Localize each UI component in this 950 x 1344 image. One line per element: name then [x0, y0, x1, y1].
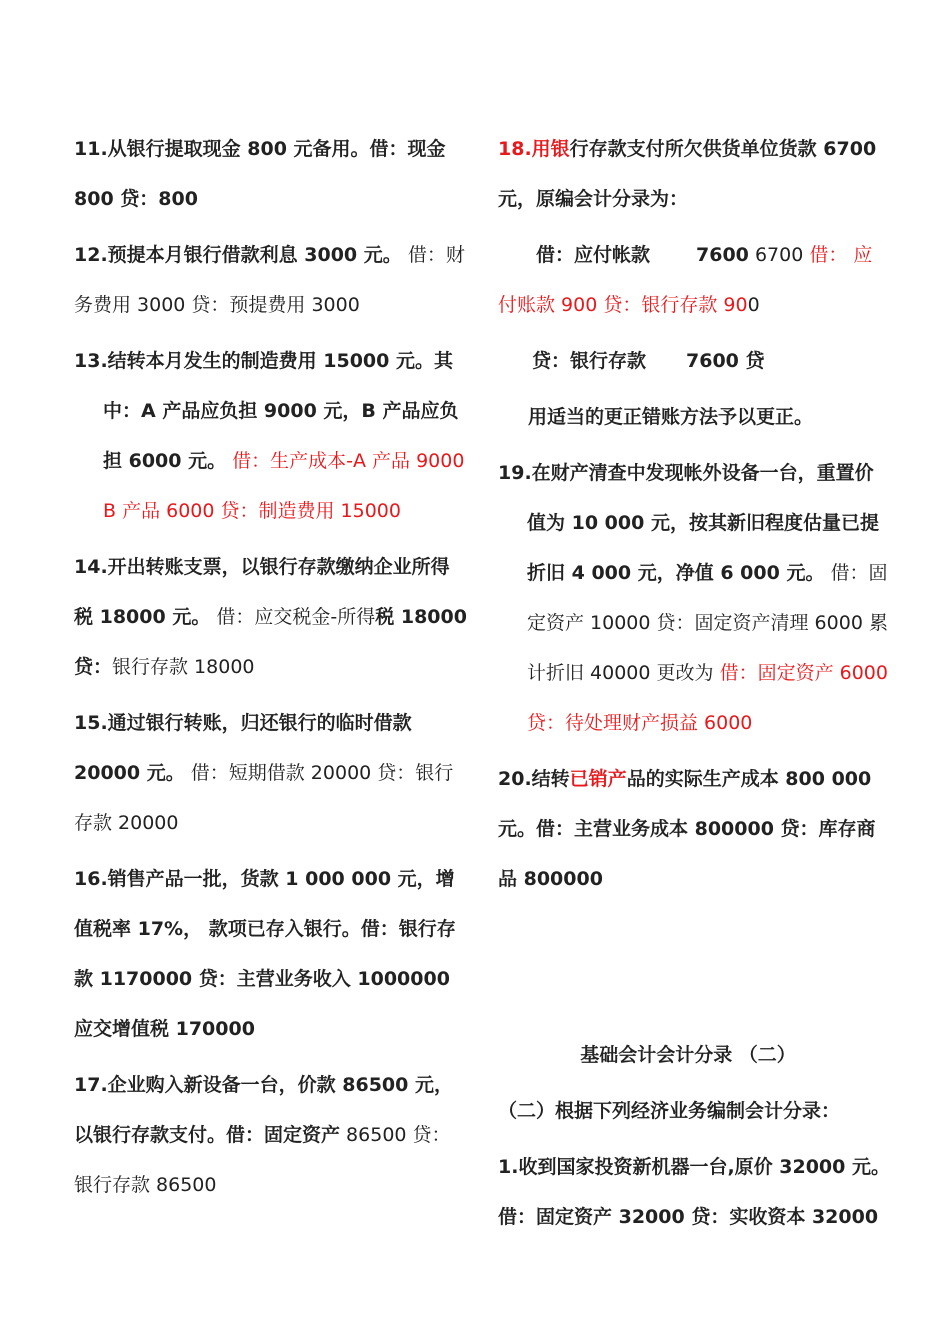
entry-13-line-4: B 产品 6000 贷：制造费用 15000 [103, 500, 401, 522]
left-column [74, 124, 467, 1210]
entry-12-answer-start: 借：财 [401, 244, 465, 266]
entry-18-credit-value: 7600 贷 [686, 350, 765, 372]
entry-17-line-3: 银行存款 86500 [74, 1174, 217, 1196]
entry-19-line-4: 定资产 10000 贷：固定资产清理 6000 累 [527, 612, 888, 634]
entry-18-credit-label: 贷：银行存款 [532, 350, 647, 372]
entry-13 [74, 336, 465, 536]
entry-18-line-3 [498, 230, 878, 280]
entry-11-line-2: 800 贷：800 [74, 188, 198, 210]
entry-20-number: 20.结转 [498, 768, 570, 790]
entry-12-line-1 [74, 230, 465, 280]
entry-18-line-2: 元，原编会计分录为： [498, 188, 689, 210]
section-title: 基础会计会计分录 （二） [580, 1044, 796, 1066]
entry-16-line-3: 款 1170000 贷：主营业务收入 1000000 [74, 968, 450, 990]
entry-18-line-4 [498, 280, 878, 330]
entry-19-question-end: 折旧 4 000 元，净值 6 000 元。 [527, 562, 825, 584]
entry-14-line-3 [74, 642, 454, 692]
entry-16 [74, 854, 454, 1054]
entry-12 [74, 230, 465, 330]
entry-18-answer-end: 付账款 900 贷：银行存款 90 [498, 294, 748, 316]
entry-20-line-2: 元。借：主营业务成本 800000 贷：库存商 [498, 818, 876, 840]
entry-14-credit-label: 贷： [74, 656, 113, 678]
entry-20 [498, 754, 878, 904]
entry-14 [74, 542, 467, 692]
entry-18-line-6: 用适当的更正错账方法予以更正。 [528, 406, 814, 428]
entry-19 [498, 448, 888, 748]
entry-20-highlight: 已销产 [569, 768, 627, 790]
entry-20-question-rest: 品的实际生产成本 800 000 [626, 768, 872, 790]
entry-13-question-end: 担 6000 元。 [103, 450, 227, 472]
entry-15-line-2 [74, 748, 454, 798]
entry-18-line-5 [498, 336, 878, 386]
entry-18-question-start: 行存款支付所欠供货单位货款 6700 [569, 138, 877, 160]
entry-17 [74, 1060, 454, 1210]
entry-19-line-1: 19.在财产清查中发现帐外设备一台，重置价 [498, 462, 874, 484]
entry-18-answer-tail: 0 [747, 294, 760, 316]
entry-14-answer-bold: 税 18000 [375, 606, 467, 628]
entry-15-question-end: 20000 元。 [74, 762, 185, 784]
entry-13-line-3 [74, 436, 465, 486]
entry-19-answer-start: 借：固 [824, 562, 888, 584]
entry-18-line-1 [498, 124, 878, 174]
entry-15-line-1: 15.通过银行转账，归还银行的临时借款 [74, 712, 412, 734]
entry-13-line-2: 中：A 产品应负担 9000 元，B 产品应负 [103, 400, 459, 422]
entry-18-answer-start: 借： 应 [803, 244, 873, 266]
section-entry-1-line-2: 借：固定资产 32000 贷：实收资本 32000 [498, 1206, 879, 1228]
entry-15-line-3: 存款 20000 [74, 812, 179, 834]
entry-16-line-1: 16.销售产品一批，货款 1 000 000 元，增 [74, 868, 455, 890]
entry-14-line-1: 14.开出转账支票，以银行存款缴纳企业所得 [74, 556, 450, 578]
entry-20-line-3: 品 800000 [498, 868, 603, 890]
entry-12-line-2: 务费用 3000 贷：预提费用 3000 [74, 294, 360, 316]
entry-19-line-6: 贷：待处理财产损益 6000 [527, 712, 753, 734]
entry-20-line-1 [498, 754, 878, 804]
entry-11 [74, 124, 454, 224]
right-column [498, 124, 888, 904]
entry-16-line-4: 应交增值税 170000 [74, 1018, 255, 1040]
entry-13-line-1: 13.结转本月发生的制造费用 15000 元。其 [74, 350, 453, 372]
entry-17-question-end: 以银行存款支付。借：固定资产 [74, 1124, 341, 1146]
entry-18 [498, 124, 878, 442]
entry-19-line-3 [498, 548, 888, 598]
entry-18-corrected-value: 6700 [748, 244, 804, 266]
entry-14-line-2 [74, 592, 467, 642]
entry-13-answer-start: 借：生产成本-A 产品 9000 [226, 450, 465, 472]
entry-19-line-5 [498, 648, 888, 698]
entry-19-answer-mid: 计折旧 40000 更改为 [527, 662, 714, 684]
section-subtitle: （二）根据下列经济业务编制会计分录： [498, 1100, 841, 1122]
entry-18-debit-value: 7600 [696, 244, 749, 266]
entry-14-question-end: 税 18000 元。 [74, 606, 211, 628]
entry-16-line-2: 值税率 17%， 款项已存入银行。借：银行存 [74, 918, 456, 940]
section-entry-1-line-1: 1.收到国家投资新机器一台,原价 32000 元。 [498, 1156, 890, 1178]
entry-17-answer-start: 86500 贷： [340, 1124, 451, 1146]
entry-19-correction-start: 借：固定资产 6000 [713, 662, 888, 684]
entry-14-answer-start: 借：应交税金-所得 [210, 606, 376, 628]
entry-15 [74, 698, 454, 848]
entry-15-answer-start: 借：短期借款 20000 贷：银行 [184, 762, 454, 784]
entry-18-debit-label: 借：应付帐款 [536, 244, 651, 266]
entry-12-question: 12.预提本月银行借款利息 3000 元。 [74, 244, 402, 266]
entry-19-line-2: 值为 10 000 元，按其新旧程度估量已提 [527, 512, 879, 534]
section-two [498, 1030, 890, 1242]
entry-17-line-1: 17.企业购入新设备一台，价款 86500 元， [74, 1074, 453, 1096]
entry-18-number: 18.用银 [498, 138, 570, 160]
entry-14-credit-value: 银行存款 18000 [112, 656, 255, 678]
entry-11-line-1: 11.从银行提取现金 800 元备用。借：现金 [74, 138, 446, 160]
entry-17-line-2 [74, 1110, 454, 1160]
